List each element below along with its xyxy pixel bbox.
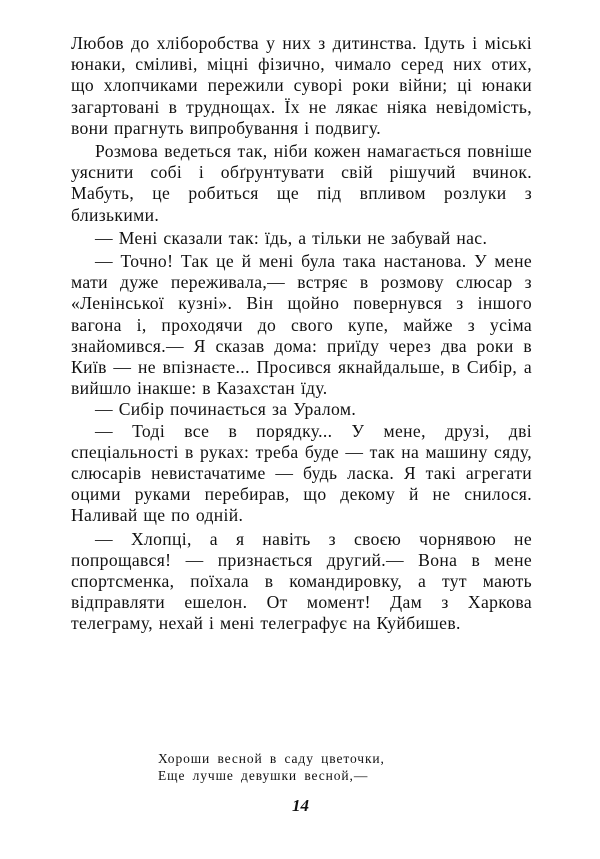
paragraph-3: — Мені сказали так: їдь, а тільки не забувай нас. xyxy=(95,227,488,248)
paragraph-7: — Хлопці, а я навіть з своєю чорнявою не попрощався! — признається другий.— Вона в мене спортсменка, поїхала в командировку, а тут мають відправляти ешелон. От момент! Дам з Харкова телеграму, нехай і мені телеграфує на Куйбишев. xyxy=(71,528,532,634)
paragraph-4: — Точно! Так це й мені була така настанова. У мене мати дуже переживала,— встряє в розмову слюсар з «Ленінської кузні». Він щойно повернувся з іншого вагона і, проходячи до свого купе, майже з усіма знайомився.— Я сказав дома: приїду через два роки в Київ — не впізнаєте... Просився якнайдальше, в Сибір, а вийшло інакше: в Казахстан їду. xyxy=(71,251,532,399)
poem-quote xyxy=(158,750,385,784)
page-number: 14 xyxy=(292,796,309,815)
paragraph-5: — Сибір починається за Уралом. xyxy=(95,399,357,420)
page-body xyxy=(71,33,532,635)
poem-line-1: Хороши весной в саду цветочки, xyxy=(158,751,385,766)
paragraph-2: Розмова ведеться так, ніби кожен намагається повніше уяснити собі і обґрунтувати свій рішучий вчинок. Мабуть, це робиться ще під впливом розлуки з близькими. xyxy=(71,141,532,225)
paragraph-1: Любов до хліборобства у них з дитинства. Ідуть і міські юнаки, сміливі, міцні фізично, чимало серед них отих, що хлопчиками пережили суворі роки війни; ці юнаки загартовані в труднощах. Їх не лякає ніяка невідомість, вони прагнуть випробування і подвигу. xyxy=(71,33,532,138)
paragraph-6: — Тоді все в порядку... У мене, друзі, дві спеціальності в руках: треба буде — так на машину сяду, слюсарів невистачатиме — будь ласка. Я такі агрегати оцими руками перебирав, що декому й не снилося. Наливай ще по одній. xyxy=(71,420,532,526)
poem-line-2: Еще лучше девушки весной,— xyxy=(158,768,369,783)
